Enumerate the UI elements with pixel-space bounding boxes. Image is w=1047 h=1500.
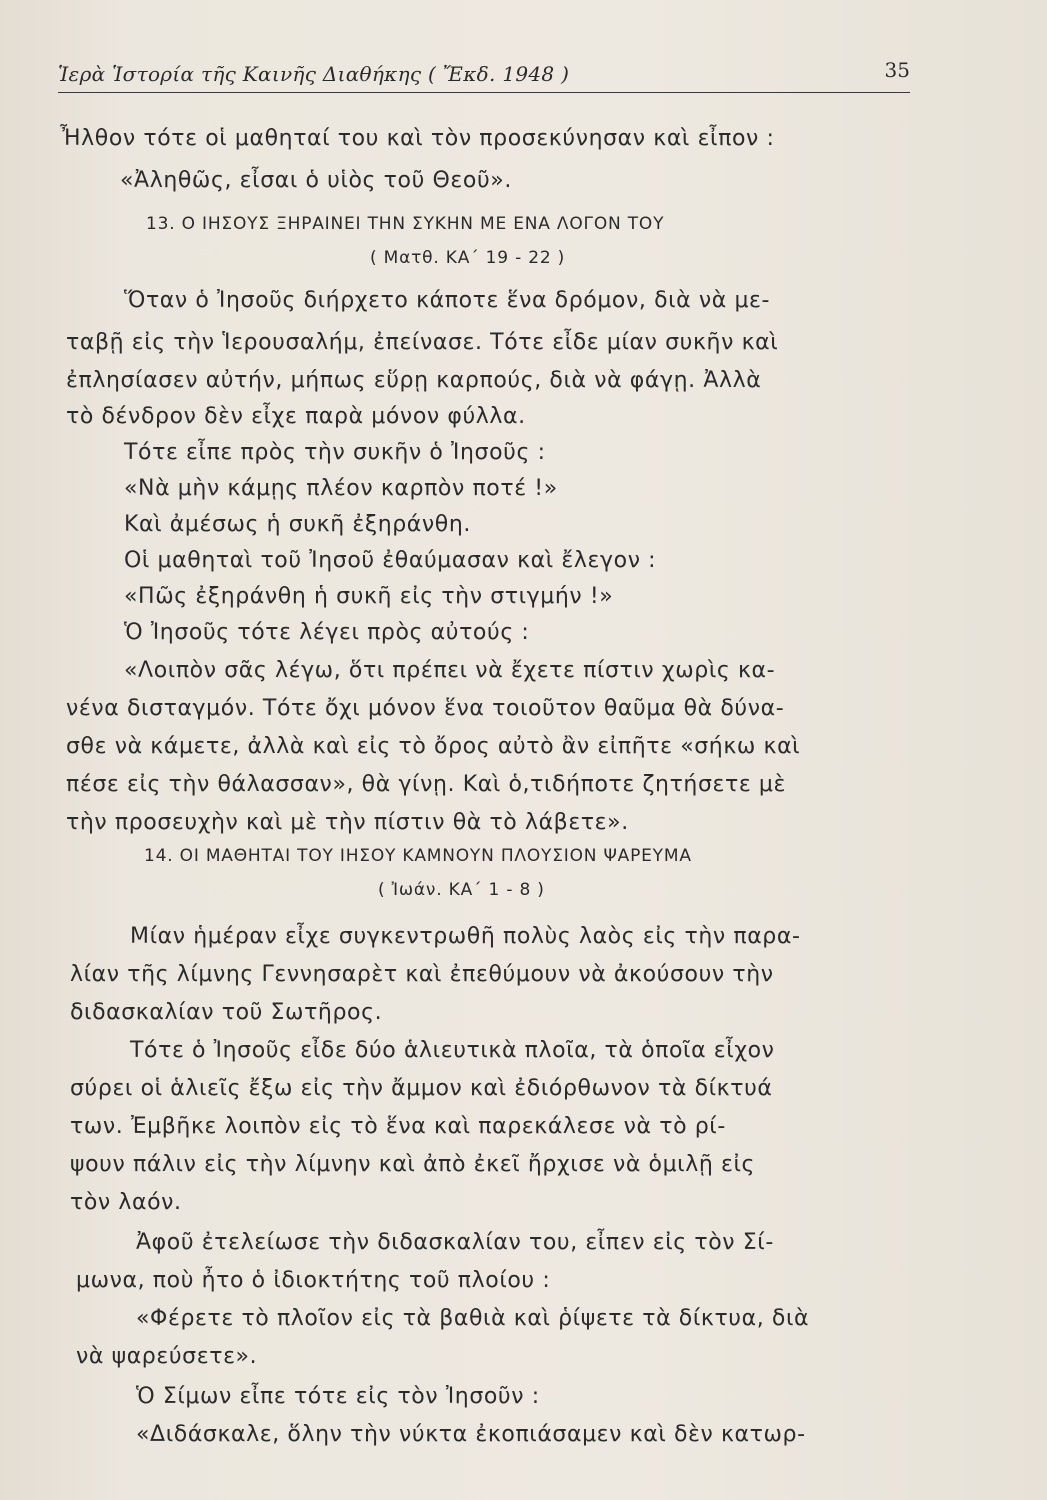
section-14-reference: ( Ἰωάν. ΚΑ΄ 1 - 8 ) [378, 880, 545, 900]
text-line: Τότε ὁ Ἰησοῦς εἶδε δύο ἁλιευτικὰ πλοῖα, τὰ ὁποῖα εἶχον [130, 1038, 775, 1063]
text-line: πέσε εἰς τὴν θάλασσαν», θὰ γίνῃ. Καὶ ὁ,τιδήποτε ζητήσετε μὲ [66, 772, 787, 797]
text-line: τὴν προσευχὴν καὶ μὲ τὴν πίστιν θὰ τὸ λάβετε». [66, 810, 629, 835]
text-line: «Νὰ μὴν κάμῃς πλέον καρπὸν ποτέ !» [124, 476, 558, 501]
text-line: Ὁ Ἰησοῦς τότε λέγει πρὸς αὐτούς : [124, 620, 530, 645]
text-line: σθε νὰ κάμετε, ἀλλὰ καὶ εἰς τὸ ὄρος αὐτὸ ἂν εἰπῆτε «σήκω καὶ [66, 734, 801, 759]
text-line: Καὶ ἀμέσως ἡ συκῆ ἐξηράνθη. [124, 512, 471, 537]
text-line: νένα δισταγμόν. Τότε ὄχι μόνον ἕνα τοιοῦτον θαῦμα θὰ δύνα- [66, 696, 785, 721]
text-line: «Διδάσκαλε, ὅλην τὴν νύκτα ἐκοπιάσαμεν καὶ δὲν κατωρ- [136, 1422, 806, 1447]
text-line: «Πῶς ἐξηράνθη ἡ συκῆ εἰς τὴν στιγμήν !» [124, 584, 614, 609]
text-line: μωνα, ποὺ ἦτο ὁ ἰδιοκτήτης τοῦ πλοίου : [76, 1268, 551, 1293]
section-13-heading: 13. Ο ΙΗΣΟΥΣ ΞΗΡΑΙΝΕΙ ΤΗΝ ΣΥΚΗΝ ΜΕ ΕΝΑ ΛΟΓΟΝ ΤΟΥ [146, 214, 665, 234]
text-line: «Φέρετε τὸ πλοῖον εἰς τὰ βαθιὰ καὶ ῥίψετε τὰ δίκτυα, διὰ [136, 1306, 810, 1331]
text-line: σύρει οἱ ἁλιεῖς ἔξω εἰς τὴν ἄμμον καὶ ἐδιόρθωνον τὰ δίκτυά [70, 1076, 773, 1101]
text-line: ἐπλησίασεν αὐτήν, μήπως εὕρῃ καρπούς, διὰ νὰ φάγῃ. Ἀλλὰ [66, 368, 762, 393]
text-line: Ὁ Σίμων εἶπε τότε εἰς τὸν Ἰησοῦν : [136, 1384, 540, 1409]
text-line: ταβῇ εἰς τὴν Ἱερουσαλήμ, ἐπείνασε. Τότε εἶδε μίαν συκῆν καὶ [66, 330, 779, 355]
text-line: νὰ ψαρεύσετε». [76, 1344, 258, 1369]
section-14-heading: 14. ΟΙ ΜΑΘΗΤΑΙ ΤΟΥ ΙΗΣΟΥ ΚΑΜΝΟΥΝ ΠΛΟΥΣΙΟΝ ΨΑΡΕΥΜΑ [144, 846, 692, 866]
page-number: 35 [884, 58, 910, 82]
text-line: τὸν λαόν. [70, 1190, 182, 1215]
text-line: Ἦλθον τότε οἱ μαθηταί του καὶ τὸν προσεκύνησαν καὶ εἶπον : [60, 126, 775, 151]
text-line: Ὅταν ὁ Ἰησοῦς διήρχετο κάποτε ἕνα δρόμον, διὰ νὰ με- [124, 288, 771, 313]
text-line: διδασκαλίαν τοῦ Σωτῆρος. [70, 1000, 383, 1025]
text-line: λίαν τῆς λίμνης Γεννησαρὲτ καὶ ἐπεθύμουν νὰ ἀκούσουν τὴν [70, 962, 774, 987]
text-line: «Ἀληθῶς, εἶσαι ὁ υἱὸς τοῦ Θεοῦ». [120, 168, 512, 193]
text-line: «Λοιπὸν σᾶς λέγω, ὅτι πρέπει νὰ ἔχετε πίστιν χωρὶς κα- [124, 658, 776, 683]
text-line: Ἀφοῦ ἐτελείωσε τὴν διδασκαλίαν του, εἶπεν εἰς τὸν Σί- [136, 1230, 774, 1255]
running-header [58, 58, 910, 93]
text-line: Τότε εἶπε πρὸς τὴν συκῆν ὁ Ἰησοῦς : [124, 440, 546, 465]
text-line: των. Ἐμβῆκε λοιπὸν εἰς τὸ ἕνα καὶ παρεκάλεσε νὰ τὸ ρί- [70, 1114, 726, 1139]
text-line: Οἱ μαθηταὶ τοῦ Ἰησοῦ ἐθαύμασαν καὶ ἔλεγον : [124, 548, 657, 573]
text-line: Μίαν ἡμέραν εἶχε συγκεντρωθῆ πολὺς λαὸς εἰς τὴν παρα- [130, 924, 801, 949]
text-line: τὸ δένδρον δὲν εἶχε παρὰ μόνον φύλλα. [66, 404, 526, 429]
running-title: Ἱερὰ Ἱστορία τῆς Καινῆς Διαθήκης ( Ἔκδ. 1948 ) [58, 62, 570, 86]
text-line: ψουν πάλιν εἰς τὴν λίμνην καὶ ἀπὸ ἐκεῖ ἤρχισε νὰ ὁμιλῇ εἰς [70, 1152, 756, 1177]
section-13-reference: ( Ματθ. ΚΑ΄ 19 - 22 ) [370, 248, 566, 268]
